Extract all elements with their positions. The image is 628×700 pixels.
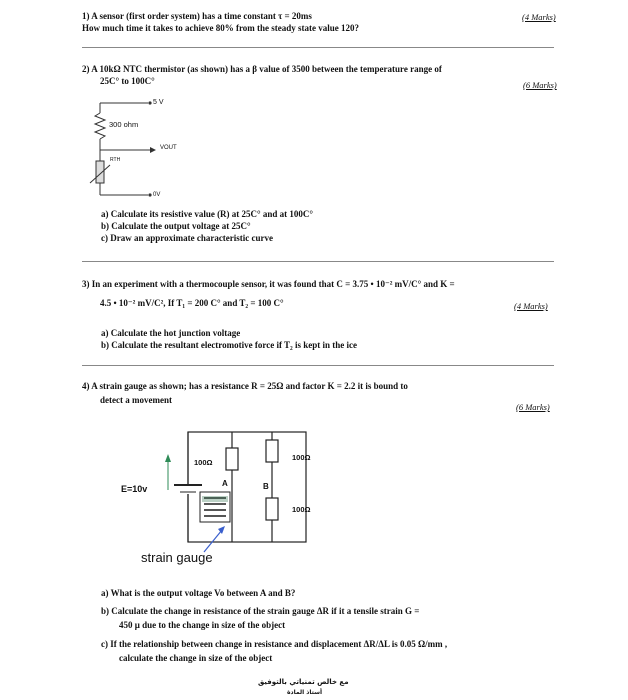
resistor-label: 300 ohm <box>109 120 139 129</box>
q3-line1: 3) In an experiment with a thermocouple sensor, it was found that C = 3.75 • 10⁻² mV/C° and K = <box>82 279 455 289</box>
divider-1 <box>82 47 554 48</box>
q2-line2: 25C° to 100C° <box>100 76 155 86</box>
r2-label: 100Ω <box>292 453 311 462</box>
vout-arrow <box>150 147 156 153</box>
q1-line1: 1) A sensor (first order system) has a time constant τ = 20ms <box>82 11 312 21</box>
node-b-label: B <box>263 482 269 491</box>
footer-wishes: مع خالص تمنياتي بالتوفيق <box>258 678 349 686</box>
q4-part-b-line2: 450 μ due to the change in size of the object <box>119 620 286 630</box>
bridge-circuit <box>160 430 330 550</box>
q4-line1: 4) A strain gauge as shown; has a resistance R = 25Ω and factor K = 2.2 it is bound to <box>82 381 408 391</box>
ground-label: 0V <box>153 192 161 198</box>
q1-marks: (4 Marks) <box>522 12 556 22</box>
thermistor-circuit <box>88 95 198 205</box>
vout-label: VOUT <box>160 145 177 151</box>
q3-part-a: a) Calculate the hot junction voltage <box>101 328 241 338</box>
q1-line2: How much time it takes to achieve 80% from the steady state value 120? <box>82 23 360 33</box>
q2-marks: (6 Marks) <box>523 80 557 90</box>
q4-line2: detect a movement <box>100 395 172 405</box>
node-a-label: A <box>222 479 228 488</box>
r1-label: 100Ω <box>194 458 213 467</box>
q4-part-c-line2: calculate the change in size of the object <box>119 653 273 663</box>
divider-2 <box>82 261 554 262</box>
q3-marks: (4 Marks) <box>514 301 548 311</box>
source-label: E=10v <box>121 484 148 494</box>
q4-part-c-line1: c) If the relationship between change in resistance and displacement ΔR/ΔL is 0.05 Ω/mm , <box>101 639 448 649</box>
q2-line1: 2) A 10kΩ NTC thermistor (as shown) has a β value of 3500 between the temperature range of <box>82 64 442 74</box>
divider-3 <box>82 365 554 366</box>
q3-part-b: b) Calculate the resultant electromotive force if T₂ is kept in the ice <box>101 340 357 350</box>
q4-part-b-line1: b) Calculate the change in resistance of the strain gauge ΔR if it a tensile strain G = <box>101 606 420 616</box>
supply-label: 5 V <box>153 99 164 106</box>
rth-label: RTH <box>110 157 121 163</box>
q3-line2: 4.5 • 10⁻² mV/C², If T₁ = 200 C° and T₂ = 100 C° <box>100 298 284 308</box>
q2-part-a: a) Calculate its resistive value (R) at 25C° and at 100C° <box>101 209 314 219</box>
footer-teacher: أستاذ المادة <box>287 689 323 696</box>
q2-part-c: c) Draw an approximate characteristic curve <box>101 233 274 243</box>
q2-part-b: b) Calculate the output voltage at 25C° <box>101 221 251 231</box>
strain-gauge-label: strain gauge <box>141 550 213 565</box>
q4-marks: (6 Marks) <box>516 402 550 412</box>
q4-part-a: a) What is the output voltage Vo between A and B? <box>101 588 296 598</box>
r3-label: 100Ω <box>292 505 311 514</box>
